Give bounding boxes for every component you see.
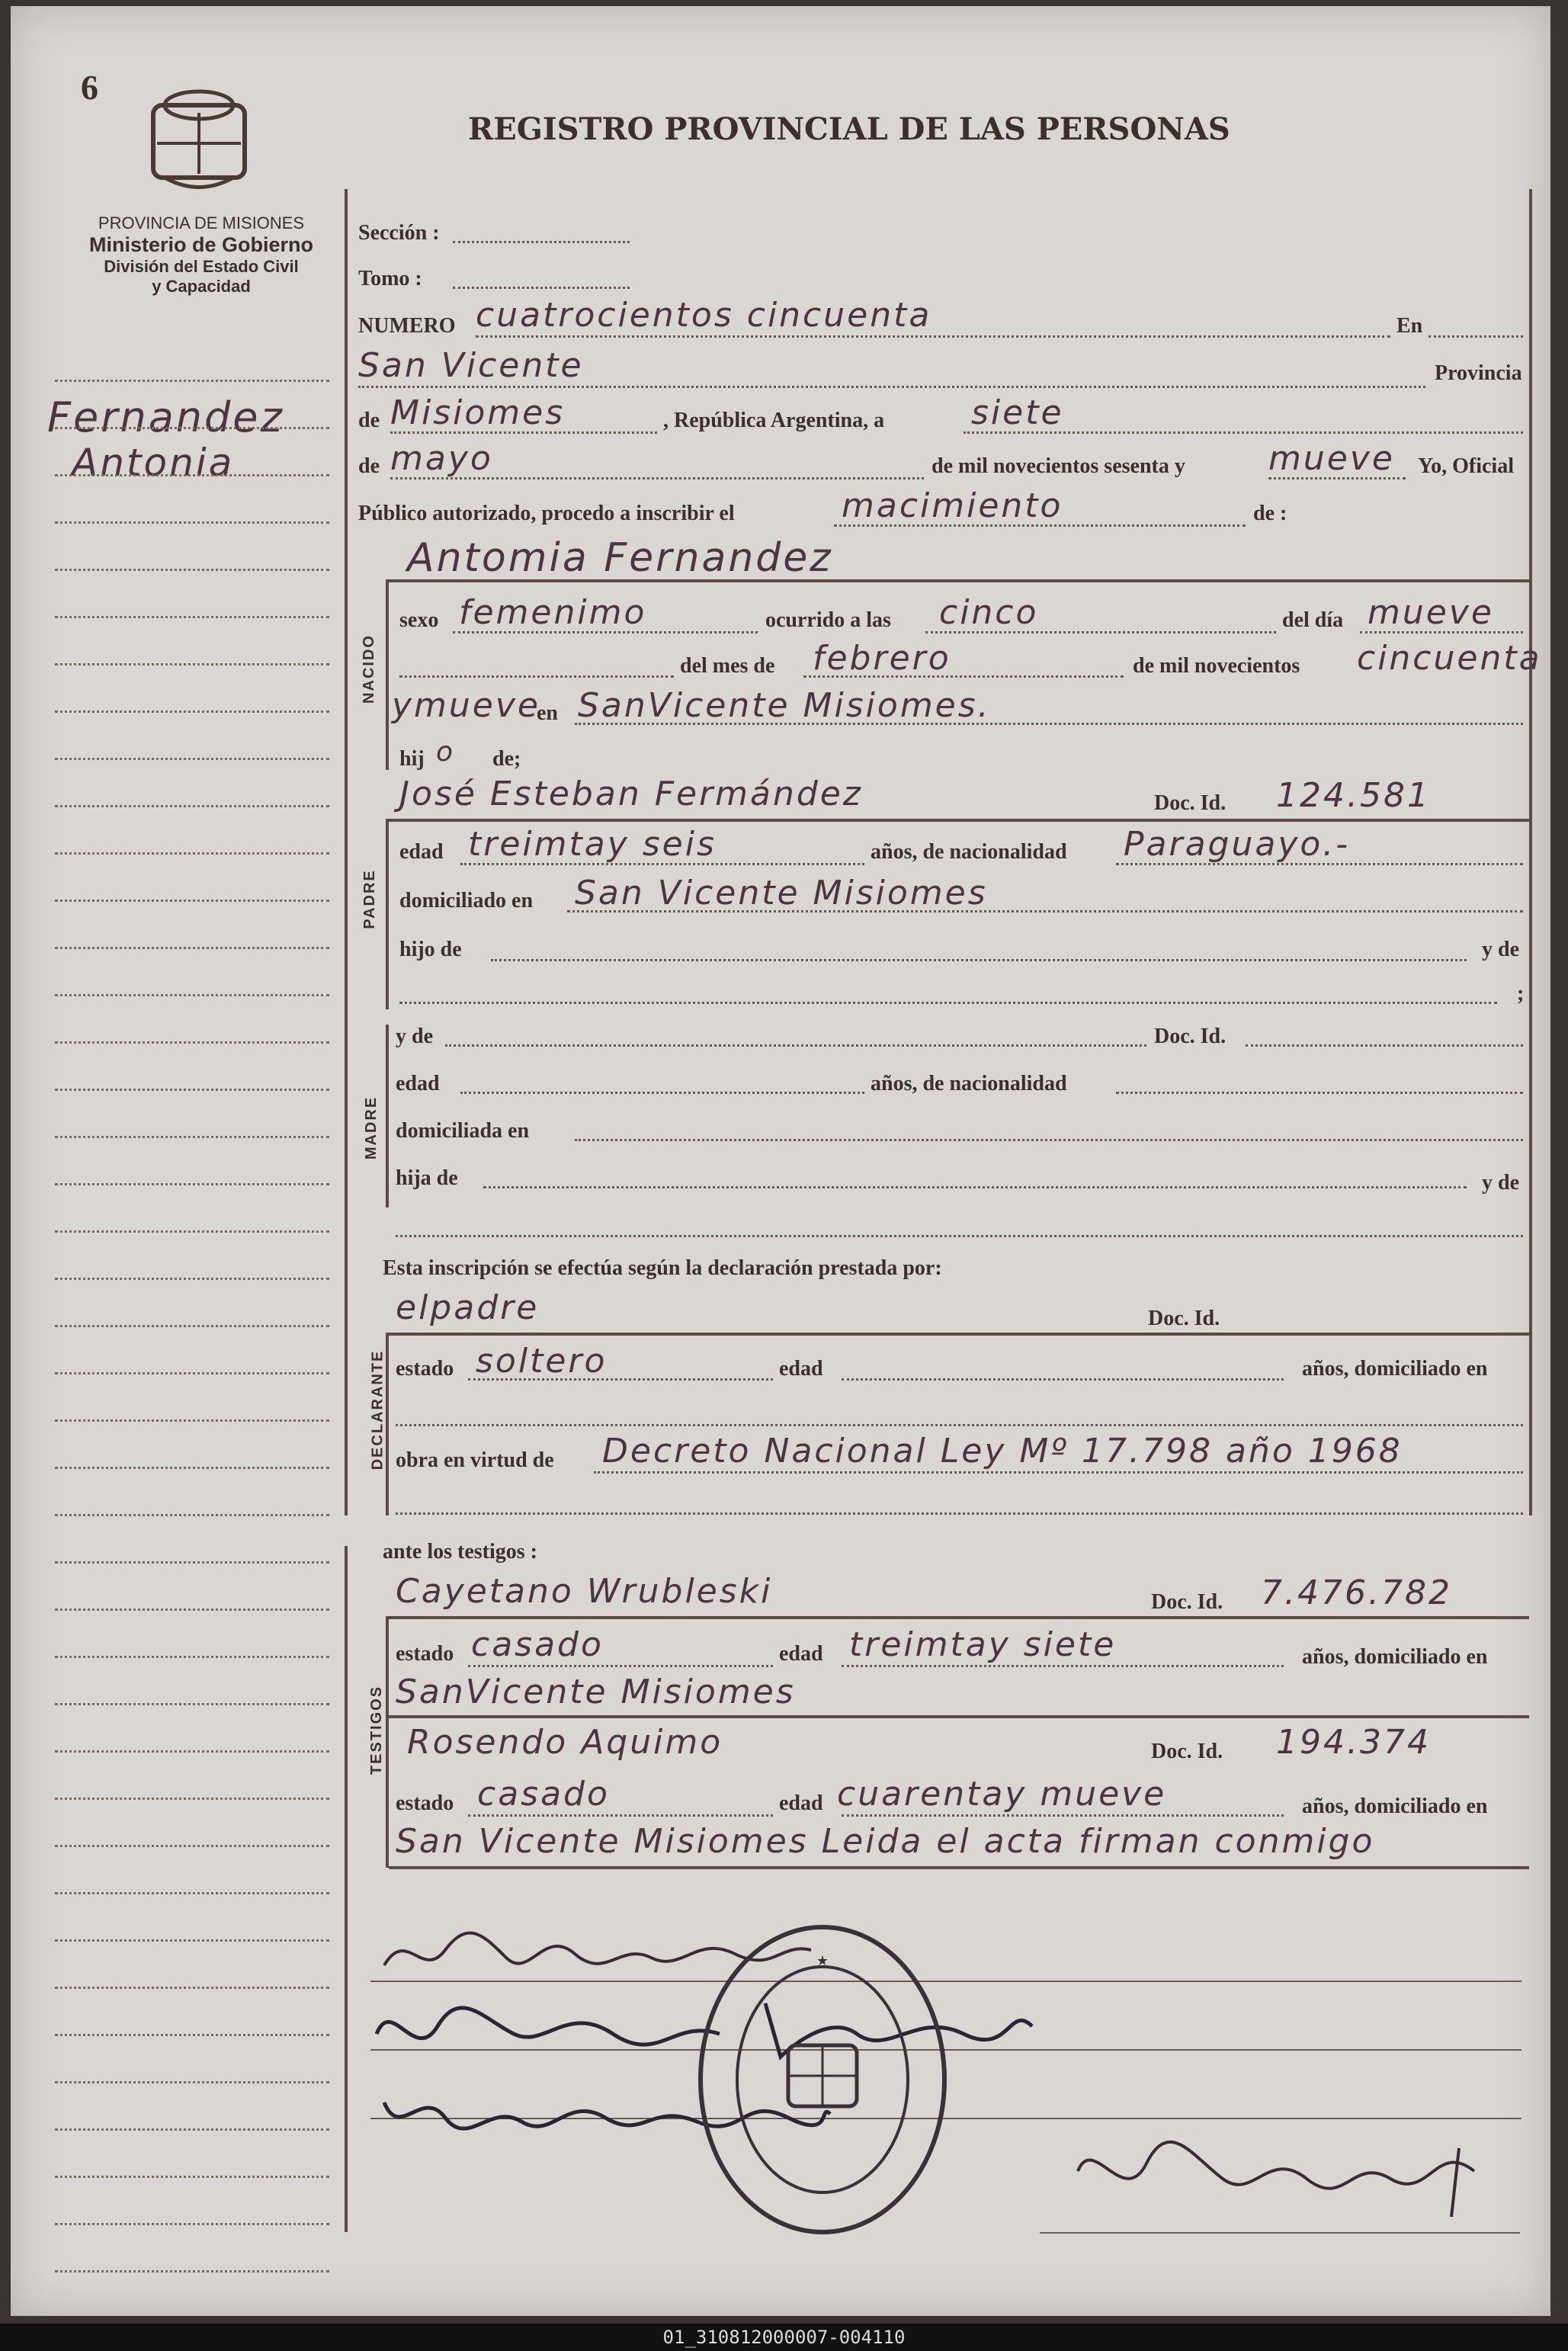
- margin-ruled-line: [55, 1278, 329, 1280]
- margin-ruled-line: [55, 710, 329, 713]
- margin-ruled-line: [55, 427, 329, 429]
- value-t2-edad: cuarentay mueve: [837, 1775, 1167, 1814]
- label-edad-madre: edad: [396, 1072, 440, 1095]
- margin-ruled-line: [55, 2176, 329, 2178]
- margin-ruled-line: [55, 900, 329, 902]
- margin-ruled-line: [55, 521, 329, 524]
- label-hija-de: hija de: [396, 1166, 458, 1190]
- agency-division: División del Estado Civil: [104, 257, 299, 276]
- right-rule: [1529, 189, 1532, 1515]
- label-de-mes: de: [358, 454, 380, 478]
- label-anos-dom-decl: años, domiciliado en: [1302, 1357, 1488, 1381]
- label-tomo: Tomo :: [358, 267, 422, 290]
- padre-top-rule: [386, 819, 1529, 822]
- label-del-dia: del día: [1282, 608, 1344, 632]
- margin-ruled-line: [55, 947, 329, 949]
- label-de-mil: de mil novecientos sesenta y: [932, 454, 1185, 478]
- testigo-divider: [389, 1715, 1529, 1718]
- madre-bracket: [386, 1025, 389, 1208]
- agency-ministry: Ministerio de Gobierno: [88, 233, 314, 256]
- margin-ruled-line: [55, 663, 329, 666]
- label-hijo-de: hijo de: [399, 938, 462, 961]
- margin-ruled-line: [55, 2034, 329, 2036]
- margin-ruled-line: [55, 758, 329, 760]
- label-domiciliado-padre: domiciliado en: [399, 889, 534, 912]
- official-seal: [693, 1920, 952, 2240]
- label-y-de-madre2: y de: [1482, 1171, 1519, 1195]
- margin-ruled-line: [55, 1939, 329, 1942]
- margin-ruled-line: [55, 1514, 329, 1516]
- value-nombre: Antomia Fernandez: [407, 535, 833, 581]
- value-t2-estado: casado: [477, 1775, 610, 1814]
- label-de: de: [358, 409, 380, 432]
- label-esta-inscripcion: Esta inscripción se efectúa según la declaración prestada por:: [383, 1256, 942, 1280]
- value-anio: mueve: [1268, 439, 1395, 478]
- label-anos-nac-madre: años, de nacionalidad: [871, 1072, 1067, 1095]
- margin-ruled-line: [55, 1089, 329, 1091]
- margin-ruled-line: [55, 1419, 329, 1422]
- section-padre: PADRE: [361, 869, 378, 929]
- testigos-top-rule: [386, 1616, 1529, 1619]
- label-edad-decl: edad: [779, 1357, 823, 1381]
- margin-ruled-line: [55, 1892, 329, 1894]
- value-obra: Decreto Nacional Ley Mº 17.798 año 1968: [602, 1432, 1403, 1471]
- value-padre-edad: treimtay seis: [468, 825, 717, 864]
- value-hijo-o: o: [436, 736, 456, 768]
- agency-province: PROVINCIA DE MISIONES: [98, 213, 305, 233]
- label-hijo: hij: [399, 747, 425, 771]
- label-edad-padre: edad: [399, 840, 444, 864]
- value-t1-nombre: Cayetano Wrubleski: [396, 1572, 773, 1611]
- page-number: 6: [81, 68, 98, 107]
- document-title: REGISTRO PROVINCIAL DE LAS PERSONAS: [468, 111, 1230, 147]
- label-doc-declarante: Doc. Id.: [1148, 1307, 1220, 1330]
- label-publico: Público autorizado, procedo a inscribir el: [358, 502, 735, 525]
- margin-ruled-line: [55, 1467, 329, 1469]
- label-seccion: Sección :: [358, 221, 440, 245]
- label-en-lugar: en: [537, 701, 558, 725]
- label-y-de-madre: y de: [396, 1025, 433, 1048]
- label-sexo: sexo: [399, 608, 439, 632]
- nacido-bracket: [386, 579, 389, 770]
- label-en: En: [1396, 314, 1423, 338]
- label-anos-nac-padre: años, de nacionalidad: [871, 840, 1067, 864]
- value-padre-dom: San Vicente Misiomes: [575, 874, 988, 912]
- section-madre: MADRE: [363, 1095, 380, 1160]
- label-estado-t2: estado: [396, 1791, 454, 1815]
- label-yo-oficial: Yo, Oficial: [1418, 454, 1514, 478]
- label-obra: obra en virtud de: [396, 1448, 554, 1472]
- label-anos-dom-t1: años, domiciliado en: [1302, 1645, 1488, 1669]
- value-mes: mayo: [390, 439, 493, 478]
- signature-oficial: [1063, 2125, 1489, 2224]
- value-t2-doc: 194.374: [1276, 1723, 1431, 1762]
- margin-ruled-line: [55, 2128, 329, 2131]
- value-t1-doc: 7.476.782: [1261, 1573, 1452, 1612]
- label-domiciliada: domiciliada en: [396, 1119, 530, 1143]
- label-edad-t1: edad: [779, 1642, 823, 1666]
- label-ocurrido: ocurrido a las: [765, 608, 891, 632]
- testigos-bracket: [386, 1616, 389, 1868]
- margin-ruled-line: [55, 2223, 329, 2225]
- section-testigos: TESTIGOS: [368, 1685, 386, 1775]
- value-anio-nac1: cincuenta: [1357, 639, 1542, 678]
- label-y-de-padre: y de: [1482, 938, 1519, 961]
- value-t2-nombre: Rosendo Aquimo: [407, 1723, 723, 1762]
- margin-ruled-line: [55, 569, 329, 571]
- svg-text:★: ★: [816, 1953, 829, 1969]
- margin-rule: [345, 189, 348, 1515]
- value-decl-estado: soltero: [476, 1342, 608, 1381]
- margin-ruled-line: [55, 1136, 329, 1138]
- label-estado-decl: estado: [396, 1357, 454, 1381]
- margin-ruled-line: [55, 1608, 329, 1611]
- label-doc-madre: Doc. Id.: [1154, 1025, 1227, 1048]
- label-doc-t1: Doc. Id.: [1151, 1590, 1223, 1614]
- label-numero: NUMERO: [358, 314, 456, 338]
- value-t1-dom: SanVicente Misiomes: [396, 1673, 796, 1711]
- margin-ruled-line: [55, 1703, 329, 1705]
- margin-ruled-line: [55, 1845, 329, 1847]
- margin-ruled-line: [55, 1372, 329, 1374]
- margin-ruled-line: [55, 474, 329, 476]
- label-de-colon: de :: [1253, 502, 1287, 525]
- margin-ruled-line: [55, 1041, 329, 1044]
- value-anio-nac2: ymueve: [392, 686, 540, 725]
- label-republica: , República Argentina, a: [663, 409, 885, 432]
- margin-ruled-line: [55, 2081, 329, 2083]
- margin-ruled-line: [55, 1987, 329, 1989]
- margin-ruled-line: [55, 1750, 329, 1753]
- margin-ruled-line: [55, 616, 329, 618]
- coat-of-arms-icon: [142, 82, 256, 197]
- margin-ruled-line: [55, 852, 329, 855]
- value-padre-nac: Paraguayo.-: [1124, 825, 1351, 864]
- margin-surname: Fernandez: [47, 393, 284, 441]
- value-dia-nac: mueve: [1368, 593, 1494, 632]
- agency-capacity: y Capacidad: [152, 277, 251, 296]
- label-de-mil-nac: de mil novecientos: [1133, 654, 1300, 678]
- label-testigos: ante los testigos :: [383, 1540, 537, 1564]
- margin-ruled-line: [55, 1798, 329, 1800]
- margin-ruled-line: [55, 2270, 329, 2272]
- margin-ruled-line: [55, 1561, 329, 1564]
- value-declarante: elpadre: [396, 1288, 540, 1327]
- label-de-semicolon: de;: [492, 747, 521, 771]
- margin-name: Antonia: [72, 441, 235, 485]
- declarante-top-rule: [386, 1333, 1529, 1336]
- label-provincia: Provincia: [1435, 361, 1522, 385]
- margin-ruled-line: [55, 805, 329, 807]
- label-doc-t2: Doc. Id.: [1151, 1740, 1223, 1763]
- margin-ruled-line: [55, 994, 329, 996]
- section-declarante: DECLARANTE: [369, 1349, 386, 1471]
- label-anos-dom-t2: años, domiciliado en: [1302, 1795, 1488, 1818]
- value-lugar-nac: SanVicente Misiomes.: [578, 686, 991, 725]
- label-doc-padre: Doc. Id.: [1154, 791, 1227, 815]
- value-sexo: femenimo: [459, 593, 647, 632]
- margin-ruled-line: [55, 1230, 329, 1233]
- value-mes-nac: febrero: [813, 639, 951, 678]
- value-dia: siete: [971, 393, 1064, 432]
- label-estado-t1: estado: [396, 1642, 454, 1666]
- value-padre-doc: 124.581: [1276, 776, 1431, 815]
- testigos-bottom-rule: [389, 1866, 1529, 1869]
- margin-ruled-line: [55, 1325, 329, 1327]
- registry-page: [11, 6, 1550, 2316]
- margin-ruled-line: [55, 1183, 329, 1185]
- label-del-mes: del mes de: [680, 654, 775, 678]
- padre-bracket: [386, 819, 389, 1009]
- value-acto: macimiento: [842, 486, 1063, 525]
- label-semicolon: ;: [1517, 982, 1525, 1006]
- value-provincia: Misiomes: [390, 393, 566, 432]
- margin-ruled-line: [55, 1656, 329, 1658]
- value-numero: cuatrocientos cincuenta: [476, 296, 932, 335]
- image-footer-id: 01_310812000007-004110: [0, 2324, 1568, 2351]
- value-t1-estado: casado: [471, 1625, 604, 1664]
- value-t1-edad: treimtay siete: [849, 1625, 1117, 1664]
- agency-block: [41, 213, 361, 297]
- value-ciudad: San Vicente: [358, 346, 584, 385]
- value-hora: cinco: [939, 593, 1039, 632]
- margin-rule-lower: [345, 1546, 348, 2232]
- value-padre-nombre: José Esteban Fermández: [399, 775, 863, 813]
- section-nacido: NACIDO: [360, 634, 377, 704]
- value-t2-dom: San Vicente Misiomes Leida el acta firman conmigo: [396, 1822, 1375, 1861]
- label-edad-t2: edad: [779, 1791, 823, 1815]
- margin-ruled-line: [55, 380, 329, 382]
